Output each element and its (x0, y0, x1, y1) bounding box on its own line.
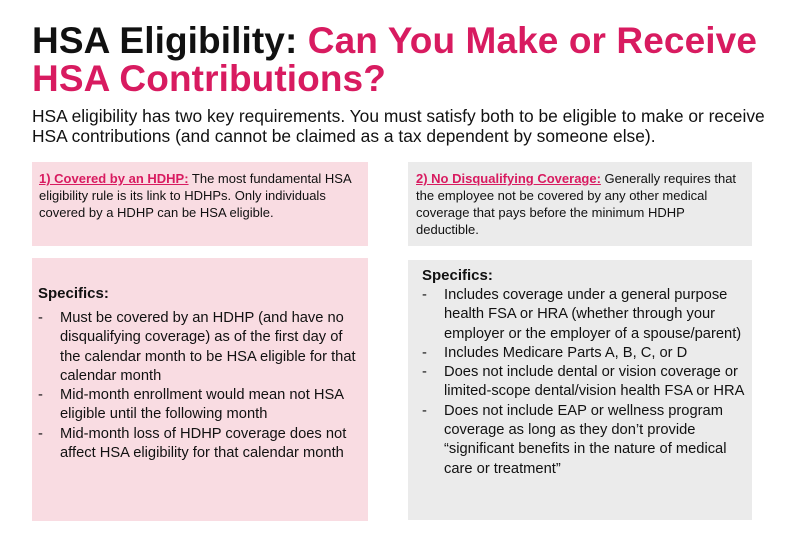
bullet-dash: - (422, 344, 427, 361)
requirement-hdhp-box (32, 162, 368, 246)
list-item (38, 425, 360, 464)
title-prefix: HSA Eligibility: (32, 20, 298, 61)
requirement-hdhp-lead: 1) Covered by an HDHP: (39, 171, 189, 186)
page-title (32, 22, 772, 98)
list-item-text: Includes coverage under a general purpose health FSA or HRA (whether through your employer or the employer of a spouse/parent) (444, 287, 742, 342)
bullet-dash: - (422, 402, 427, 419)
specifics-hdhp-list (38, 309, 360, 463)
specifics-no-disqualifying-heading: Specifics: (422, 267, 493, 284)
list-item (38, 386, 360, 425)
list-item-text: Must be covered by an HDHP (and have no disqualifying coverage) as of the first day of the calendar month to be HSA eligible for that calendar month (60, 310, 356, 384)
list-item (422, 286, 746, 344)
bullet-dash: - (38, 310, 43, 326)
bullet-dash: - (422, 364, 427, 381)
requirement-no-disqualifying-box (408, 162, 752, 246)
requirement-no-disqualifying-lead: 2) No Disqualifying Coverage: (416, 171, 601, 186)
requirement-no-disqualifying-body: Generally requires that the employee not be covered by any other medical coverage that pays before the minimum HDHP deductible. (416, 171, 737, 237)
list-item-text: Does not include dental or vision coverage or limited-scope dental/vision health FSA or HRA (444, 364, 745, 400)
requirement-hdhp-body: The most fundamental HSA eligibility rule is its link to HDHPs. Only individuals covered by a HDHP can be HSA eligible. (39, 171, 351, 220)
list-item-text: Includes Medicare Parts A, B, C, or D (444, 344, 688, 361)
requirement-no-disqualifying-text (416, 170, 746, 238)
bullet-dash: - (422, 287, 427, 303)
list-item-text: Mid-month enrollment would mean not HSA eligible until the following month (60, 387, 344, 423)
list-item-text: Mid-month loss of HDHP coverage does not affect HSA eligibility for that calendar month (60, 425, 347, 462)
list-item (38, 309, 360, 386)
bullet-dash: - (38, 425, 43, 442)
list-item (422, 402, 746, 479)
specifics-hdhp-box (32, 258, 368, 521)
list-item (422, 344, 746, 363)
list-item (422, 363, 746, 402)
list-item-text: Does not include EAP or wellness program coverage as long as they don’t provide “significant benefits in the nature of medical care or treatment” (444, 402, 727, 477)
specifics-hdhp-heading: Specifics: (38, 285, 109, 302)
intro-paragraph: HSA eligibility has two key requirements. You must satisfy both to be eligible to make or receive HSA contributions (and cannot be claimed as a tax dependent by someone else). (32, 106, 765, 146)
specifics-no-disqualifying-list (422, 286, 746, 479)
requirement-hdhp-text (39, 170, 361, 221)
bullet-dash: - (38, 387, 43, 404)
title-question: Can You Make or Receive HSA Contributions? (32, 20, 758, 99)
specifics-no-disqualifying-box (408, 260, 752, 520)
